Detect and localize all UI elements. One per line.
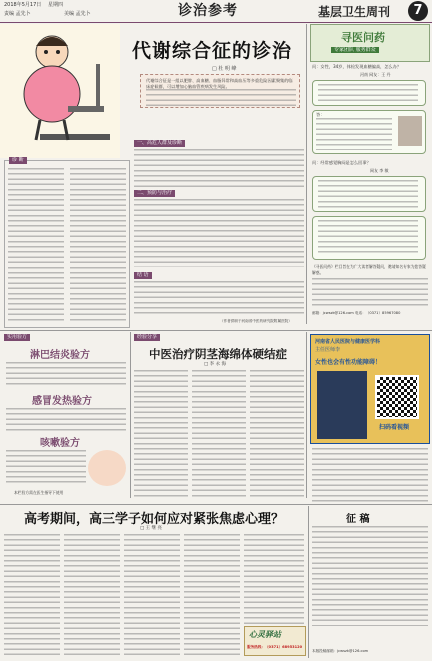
- recruit-footer: 本版投稿邮箱：jcwszk@126.com: [312, 649, 369, 653]
- masthead: [0, 0, 432, 22]
- ask-banner-sub: 专家团队 服务群众: [331, 47, 379, 53]
- tips-h2: 感冒发热验方: [32, 396, 92, 407]
- lead-title: 代谢综合征的诊治: [132, 40, 293, 62]
- ad-doctor-photo: [317, 371, 367, 439]
- lead-author: □ 杜 明 峰: [212, 66, 237, 72]
- ad-slogan: 女性也会有性功能障碍！: [315, 359, 382, 366]
- lead-illustration: [0, 24, 120, 158]
- section-title: 诊治参考: [178, 3, 238, 19]
- hotline-phone: 服务热线：（0371）68953120: [247, 645, 303, 649]
- diagnosis-tag: 诊 断: [9, 157, 27, 164]
- editor-left: 责编 孟先卜: [4, 11, 31, 17]
- designer-left: 美编 孟先卜: [64, 11, 91, 17]
- hotline-logo: 心灵驿站: [249, 629, 281, 639]
- tips-h1: 淋巴结炎验方: [30, 350, 90, 361]
- tips-tag: 实用验方: [4, 334, 30, 341]
- ad-block: [310, 334, 430, 444]
- lead-sec3-heading: 结 语: [134, 272, 152, 279]
- qr-label: 扫码看视频: [379, 424, 410, 431]
- tcm-tag: 经验分享: [134, 334, 160, 341]
- feature-author: □ 王 继 亮: [140, 526, 163, 531]
- tips-h3: 咳嗽验方: [40, 438, 80, 449]
- ask-banner: [310, 24, 430, 62]
- ask-banner-title: 寻医问药: [341, 31, 385, 44]
- date: 2018年5月17日: [4, 2, 42, 8]
- lead-source: （作者供职于河南省中医药研究院附属医院）: [220, 319, 292, 323]
- lead-intro-box: [140, 74, 300, 108]
- ask-q2-who: 网友 李 敏: [370, 168, 389, 173]
- paper-name: 基层卫生周刊: [318, 5, 391, 19]
- doctor-photo: [398, 116, 422, 146]
- ask-q1-who: 河南 网友：王 丹: [360, 72, 391, 77]
- tips-illustration: [88, 450, 126, 486]
- hotline-box: [244, 626, 306, 656]
- ask-q2: 问：经常感觉胸闷是怎么回事？: [312, 160, 371, 165]
- ad-title: 河南省人民医院与健康医学科: [315, 339, 381, 345]
- ad-subtitle: 主任医师李: [315, 347, 341, 353]
- ask-a1-label: 答：: [316, 112, 325, 117]
- lead-sec2-heading: 二、预防与治疗: [134, 190, 175, 197]
- ask-contact: 邮箱：jcwszk@126.com 电话：（0371）85967080: [312, 311, 401, 315]
- recruit-title: 征 稿: [346, 514, 370, 525]
- qr-code[interactable]: [375, 375, 419, 419]
- day: 星期四: [48, 2, 64, 8]
- feature-title: 高考期间，高三学子如何应对紧张焦虑心理？: [23, 512, 284, 527]
- tcm-author: □ 李 永 海: [204, 362, 227, 367]
- ask-note: 《寻医问药》栏目旨在为广大读者解答疑问，邀请知名专家为您答疑解惑。: [312, 264, 426, 275]
- tcm-title: 中医治疗阴茎海绵体硬结症: [149, 347, 287, 361]
- lead-intro: 代谢综合征是一组以肥胖、高血糖、血脂异常和高血压等多重危险因素聚集的临床症候群，可以增加心脑血管疾病发生风险。: [146, 78, 293, 89]
- ask-q1: 问：女性，34岁，体检发现血糖偏高，怎么办？: [312, 64, 402, 69]
- lead-sec1-heading: 一、高危人群及诊断: [134, 140, 185, 147]
- page-number-badge: 7: [408, 1, 428, 21]
- tips-note: 本栏验方需在医生指导下使用: [14, 490, 64, 495]
